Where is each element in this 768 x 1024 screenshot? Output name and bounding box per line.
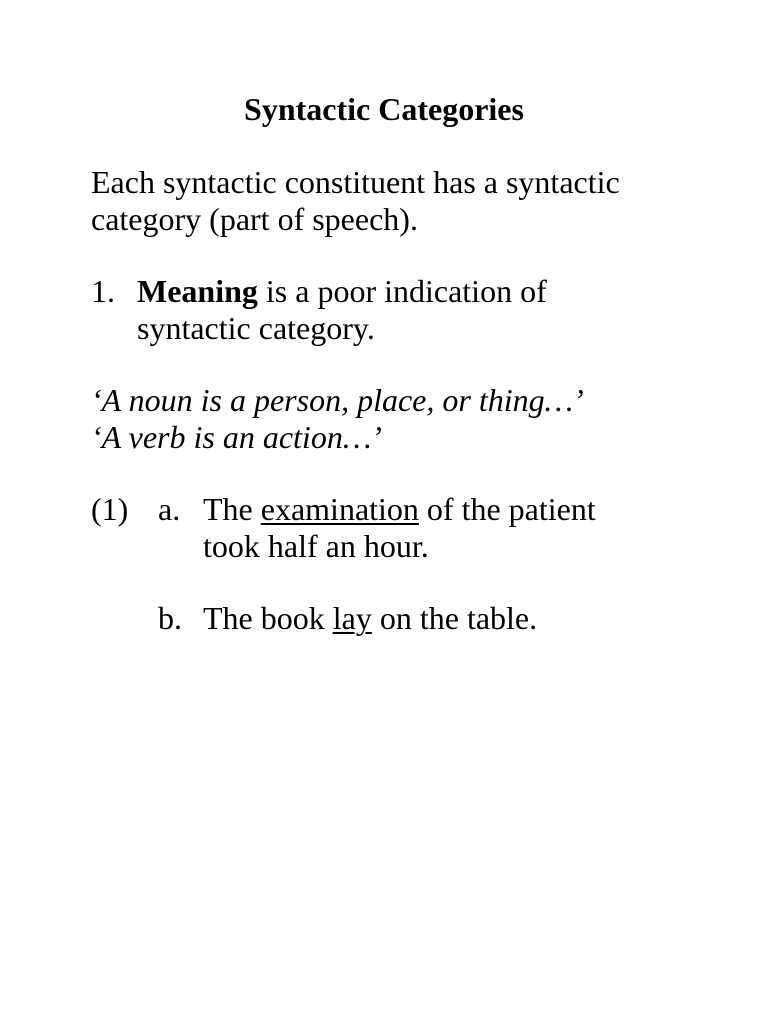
example-letter-a: a. [158, 491, 181, 527]
example-letter-b: b. [158, 600, 182, 636]
point-line-2: syntactic category. [137, 310, 375, 346]
quote-verb: ‘A verb is an action…’ [91, 419, 382, 455]
intro-line-2: category (part of speech). [91, 201, 418, 237]
sentence-b-pre: The book [203, 600, 333, 636]
point-line-1-rest: is a poor indication of [257, 273, 547, 309]
sentence-b-post: on the table. [371, 600, 538, 636]
sentence-b-underlined: lay [332, 600, 372, 636]
point-body [137, 273, 547, 347]
example-sentence-b [203, 600, 537, 637]
point-line-1 [137, 273, 547, 310]
quoted-definitions [91, 382, 584, 456]
intro-line-1: Each syntactic constituent has a syntactic [91, 164, 620, 200]
example-sentence-a [203, 491, 596, 565]
sentence-a-pre: The [203, 491, 261, 527]
quote-noun: ‘A noun is a person, place, or thing…’ [91, 382, 584, 418]
example-number: (1) [91, 491, 129, 527]
intro-paragraph [91, 164, 620, 238]
sentence-a-line-1 [203, 491, 596, 528]
point-number: 1. [91, 273, 115, 309]
sentence-a-post: of the patient [418, 491, 596, 527]
page-title: Syntactic Categories [244, 91, 524, 127]
sentence-a-underlined: examination [260, 491, 419, 527]
point-bold-word: Meaning [137, 273, 258, 309]
sentence-b-line-1 [203, 600, 537, 637]
sentence-a-line-2: took half an hour. [203, 528, 429, 564]
